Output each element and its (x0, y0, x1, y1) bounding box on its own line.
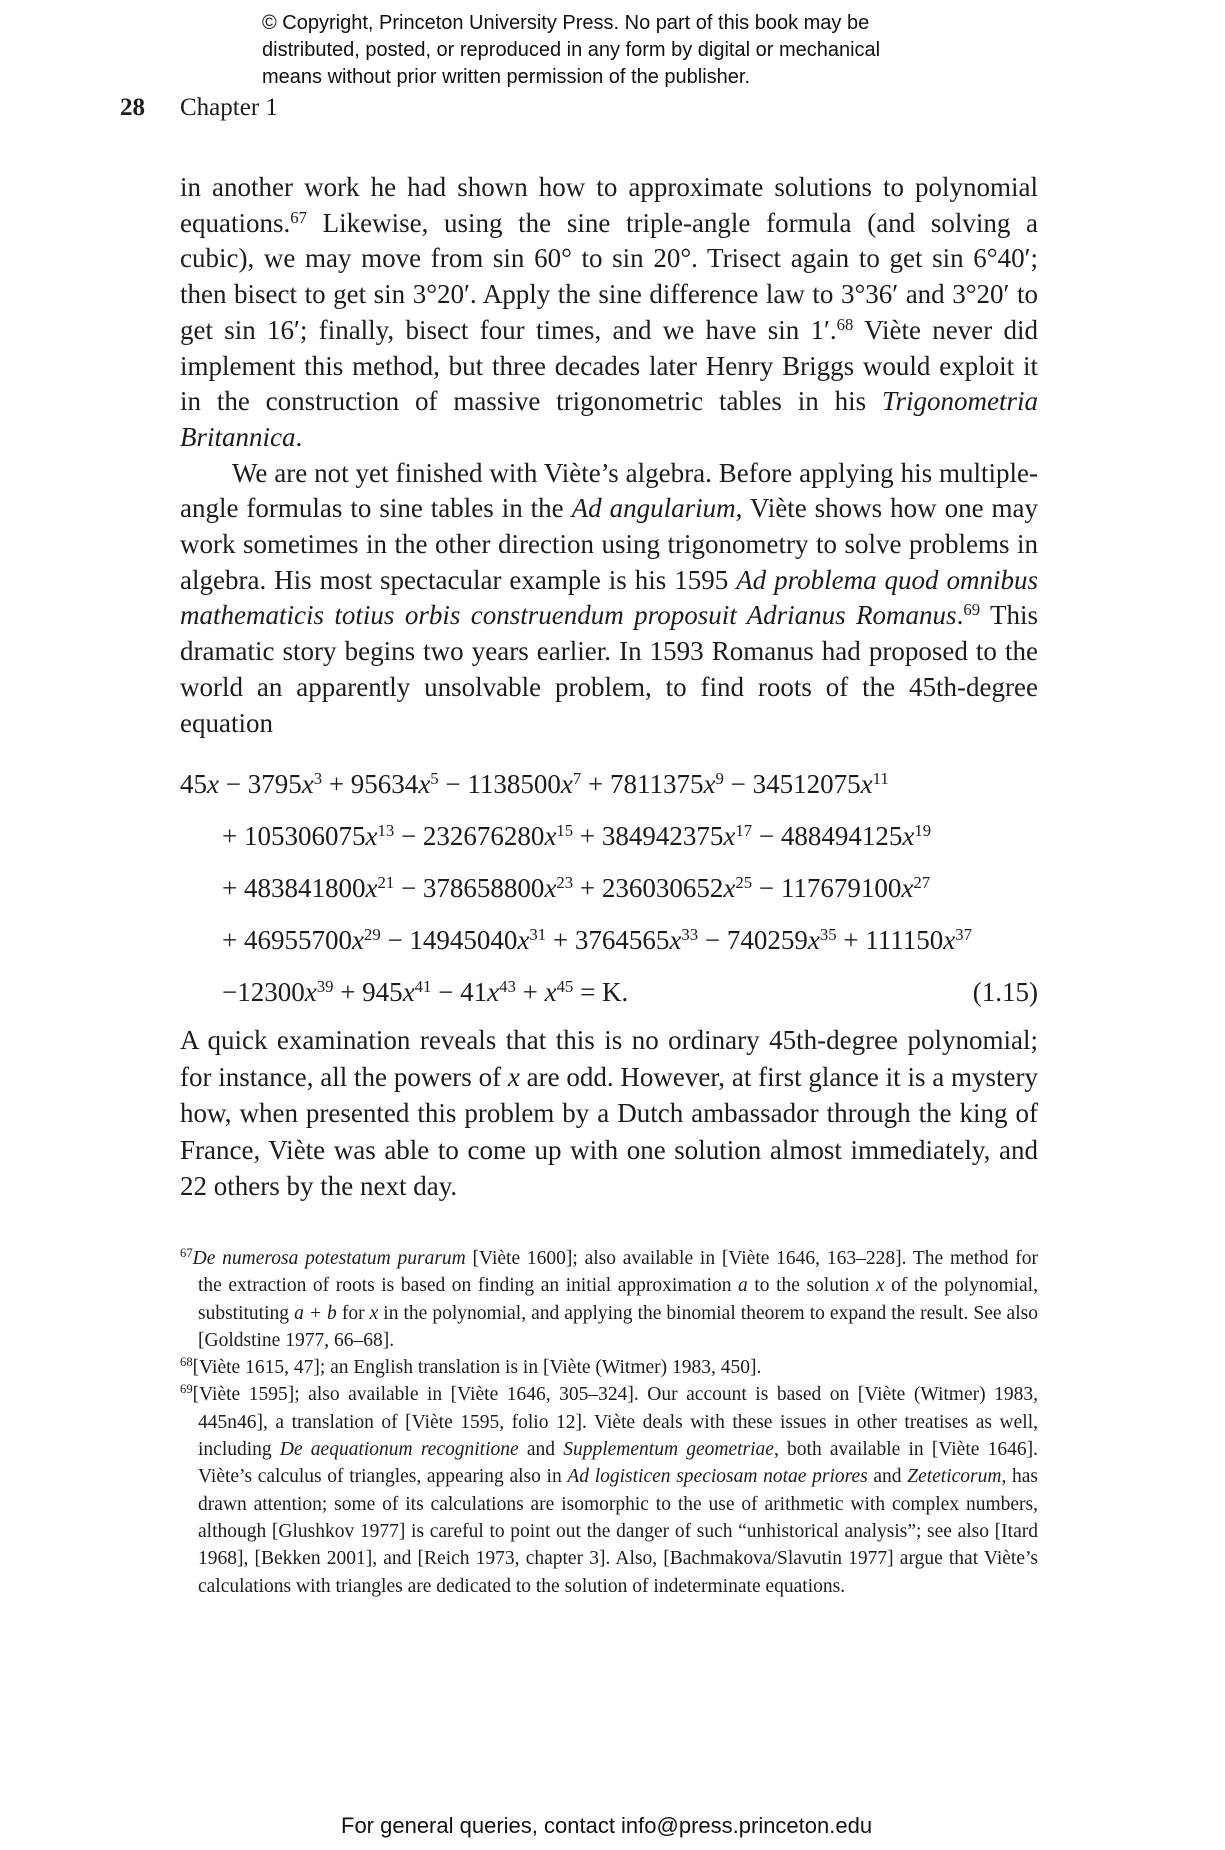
text-run: to the solution (747, 1275, 876, 1297)
coefficient: + 945 (333, 977, 403, 1007)
math-variable: x (544, 873, 557, 903)
footnote-number: 67 (180, 1246, 193, 1261)
coefficient: + (515, 977, 545, 1007)
equation-number: (1.15) (972, 977, 1038, 1007)
math-variable: x (304, 977, 317, 1007)
coefficient: + 111150 (836, 925, 944, 955)
text-run: [Viète 1595]; also available in [Viète 1646, 305–324]. Our account is based on [Viète (Witmer) 1983, 445n46], a translation of [Viète 1595, folio 12]. Viète deals with these issues in other treatises as well, including (192, 1384, 1038, 1461)
math-variable: x (351, 925, 364, 955)
coefficient: − 117679100 (752, 873, 902, 903)
equation-term (333, 977, 431, 1007)
paragraph (180, 1022, 1038, 1205)
equation-term (516, 977, 573, 1007)
text-run: We are not yet finished with Viète’s algebra. Before applying his multiple-angle formulas to sine tables in the (180, 457, 1038, 524)
contact-footer: For general queries, contact info@press.princeton.edu (341, 1813, 873, 1838)
exponent: 41 (414, 976, 432, 996)
coefficient: − 34512075 (723, 769, 861, 799)
exponent: 35 (819, 924, 837, 944)
exponent: 33 (681, 924, 699, 944)
text-run: This dramatic story begins two years earlier. In 1593 Romanus had proposed to the world an apparently unsolvable problem, to find roots of the 45th-degree equation (180, 600, 1039, 738)
footnote-ref: 67 (290, 207, 307, 227)
exponent: 25 (735, 872, 753, 892)
coefficient: − 232676280 (394, 821, 545, 851)
exponent: 31 (529, 924, 547, 944)
text-run: . (956, 600, 964, 631)
text-run: A quick examination reveals that this is no ordinary 45th-degree polynomial; for instance, all the powers of (180, 1025, 1038, 1092)
coefficient: 45 (180, 769, 207, 799)
math-variable: x (517, 925, 530, 955)
equation-term (180, 769, 219, 799)
exponent: 45 (556, 976, 574, 996)
math-variable: x (418, 769, 431, 799)
exponent: 3 (313, 768, 323, 788)
coefficient: − 378658800 (394, 873, 545, 903)
exponent: 27 (913, 872, 931, 892)
coefficient: + 105306075 (222, 821, 366, 851)
text-run: and (867, 1466, 908, 1488)
footnote-number: 69 (180, 1382, 193, 1397)
coefficient: − 740259 (698, 925, 808, 955)
copyright-line: means without prior written permission of the publisher. (262, 66, 751, 88)
equation-term (222, 925, 381, 955)
equation-term (381, 925, 546, 955)
math-variable: x (365, 821, 378, 851)
footnote-68 (180, 1354, 1038, 1381)
exponent: 17 (735, 820, 753, 840)
text-run: , has drawn attention; some of its calculations are isomorphic to the use of arithmetic with complex numbers, although [Glushkov 1977] is careful to point out the danger of such “unhistorical analysis”; see also [Itard 1968], [Bekken 2001], and [Reich 1973, chapter 3]. Also, [Bachmakova/Slavutin 1977] argue that Viète’s calculations with triangles are dedicated to the solution of indeterminate equations. (198, 1466, 1038, 1597)
math-variable: x (807, 925, 820, 955)
exponent: 13 (377, 820, 395, 840)
coefficient: − 41 (431, 977, 488, 1007)
text-run: and (518, 1439, 564, 1461)
exponent: 11 (872, 768, 889, 788)
equation-term (752, 821, 931, 851)
copyright-line: distributed, posted, or reproduced in any form by digital or mechanical (262, 39, 881, 61)
text-run: Likewise, using the sine triple-angle formula (and solving a cubic), we may move from sin 60° to sin 20°. Trisect again to get sin 6°40′; then bisect to get sin 3°20′. Apply the sine difference law to 3°36′ and 3°20′ to get sin 16′; finally, bisect four times, and we have sin 1′. (180, 207, 1038, 345)
math-variable: x (723, 873, 736, 903)
math-variable: x (544, 977, 557, 1007)
coefficient: − 3795 (218, 769, 302, 799)
exponent: 15 (556, 820, 574, 840)
equation-line (180, 914, 1038, 966)
equation-line (180, 966, 1038, 1018)
math-variable: x (507, 1061, 520, 1092)
coefficient: − 14945040 (380, 925, 518, 955)
math-variable: x (669, 925, 682, 955)
math-variable: x (943, 925, 956, 955)
coefficient: −12300 (222, 977, 305, 1007)
equation-term (222, 873, 394, 903)
exponent: 23 (556, 872, 574, 892)
body-text (180, 170, 1038, 741)
equation-term (222, 821, 394, 851)
copyright-notice (262, 10, 962, 91)
equation-term (581, 769, 724, 799)
chapter-label: Chapter 1 (180, 94, 278, 121)
text-run: of the polynomial, substituting (198, 1275, 1038, 1324)
math-variable: x (301, 769, 314, 799)
math-variable: x (487, 977, 500, 1007)
text-run: for (336, 1302, 370, 1324)
exponent: 19 (914, 820, 932, 840)
math-variable: x (369, 1302, 379, 1324)
equation-term (573, 821, 752, 851)
text-run: Viète never did implement this method, but three decades later Henry Briggs would exploit it in the construction of massive trigonometric tables in his (180, 314, 1038, 417)
equation-1-15 (180, 758, 1038, 1018)
math-variable: x (703, 769, 716, 799)
exponent: 37 (955, 924, 973, 944)
footnote-69 (180, 1381, 1038, 1599)
math-variable: x (901, 873, 914, 903)
coefficient: + 3764565 (546, 925, 670, 955)
equation-term (752, 873, 930, 903)
text-run: , both available in [Viète 1646]. Viète’s calculus of triangles, appearing also in (198, 1439, 1038, 1488)
equation-rhs: = K. (573, 977, 629, 1007)
coefficient: + 95634 (322, 769, 419, 799)
book-title: Supplementum geometriae (563, 1439, 774, 1461)
text-run: . (295, 421, 303, 452)
equation-line (180, 758, 1038, 810)
equation-term (431, 977, 515, 1007)
equation-term (219, 769, 322, 799)
text-run: in another work he had shown how to approximate solutions to polynomial equations. (180, 172, 1038, 238)
book-title: De aequationum recognitione (279, 1439, 519, 1461)
math-variable: x (402, 977, 415, 1007)
exponent: 21 (377, 872, 395, 892)
equation-term (573, 873, 752, 903)
coefficient: + 7811375 (581, 769, 704, 799)
text-run: [Viète 1615, 47]; an English translation is in [Viète (Witmer) 1983, 450]. (192, 1357, 762, 1379)
footnote-ref: 68 (836, 314, 854, 334)
math-variable: x (875, 1275, 885, 1297)
equation-term (546, 925, 698, 955)
body-text-continued (180, 1022, 1038, 1205)
math-variable: x (544, 821, 557, 851)
book-title: Ad angularium (571, 493, 736, 524)
math-variable: x (860, 769, 873, 799)
math-variable: x (723, 821, 736, 851)
equation-term (322, 769, 439, 799)
equation-term (698, 925, 836, 955)
math-variable: a (738, 1275, 748, 1297)
coefficient: − 488494125 (752, 821, 903, 851)
exponent: 43 (499, 976, 516, 996)
exponent: 5 (430, 768, 439, 788)
book-title: De numerosa potestatum purarum (192, 1248, 466, 1269)
equation-term (837, 925, 972, 955)
coefficient: + 236030652 (573, 873, 724, 903)
equation-term (222, 977, 333, 1007)
equation-term (439, 769, 582, 799)
exponent: 7 (572, 768, 582, 788)
copyright-line: © Copyright, Princeton University Press. No part of this book may be (262, 12, 870, 34)
math-expression: a + b (294, 1302, 337, 1324)
coefficient: + 483841800 (222, 873, 366, 903)
equation-line (180, 810, 1038, 862)
exponent: 29 (363, 924, 381, 944)
text-run: [Viète 1600]; also available in [Viète 1646, 163–228]. The method for the extraction of roots is based on finding an initial approximation (198, 1248, 1038, 1297)
coefficient: − 1138500 (438, 769, 561, 799)
paragraph (180, 456, 1038, 742)
equation-term (724, 769, 889, 799)
coefficient: + 46955700 (222, 925, 352, 955)
equation-line (180, 862, 1038, 914)
text-run: in the polynomial, and applying the binomial theorem to expand the result. See also [Goldstine 1977, 66–68]. (198, 1302, 1038, 1351)
text-run: , Viète shows how one may work sometimes in the other direction using trigonometry to solve problems in algebra. His most spectacular example is his 1595 (180, 493, 1039, 595)
book-title: Ad problema quod omnibus mathematicis totius orbis construendum proposuit Adrianus Romanus (180, 564, 1038, 631)
coefficient: + 384942375 (573, 821, 724, 851)
book-title: Ad logisticen speciosam notae priores (567, 1466, 868, 1488)
exponent: 39 (316, 976, 334, 996)
equation-term (394, 873, 573, 903)
paragraph (180, 170, 1038, 456)
math-variable: x (207, 769, 219, 799)
exponent: 9 (715, 768, 724, 788)
page-number: 28 (120, 94, 145, 121)
math-variable: x (560, 769, 573, 799)
book-title: Zeteticorum (907, 1466, 1002, 1488)
book-title: Trigonometria Britannica (180, 386, 1038, 452)
footnotes (180, 1245, 1038, 1600)
equation-term (394, 821, 573, 851)
footnote-number: 68 (180, 1355, 193, 1370)
math-variable: x (902, 821, 915, 851)
text-run: are odd. However, at first glance it is a mystery how, when presented this problem by a Dutch ambassador through the king of France, Viète was able to come up with one solution almost immediately, and 22 others by the next day. (180, 1061, 1038, 1202)
footnote-ref: 69 (963, 600, 981, 620)
footnote-67 (180, 1245, 1038, 1354)
math-variable: x (365, 873, 378, 903)
running-head (120, 94, 278, 122)
